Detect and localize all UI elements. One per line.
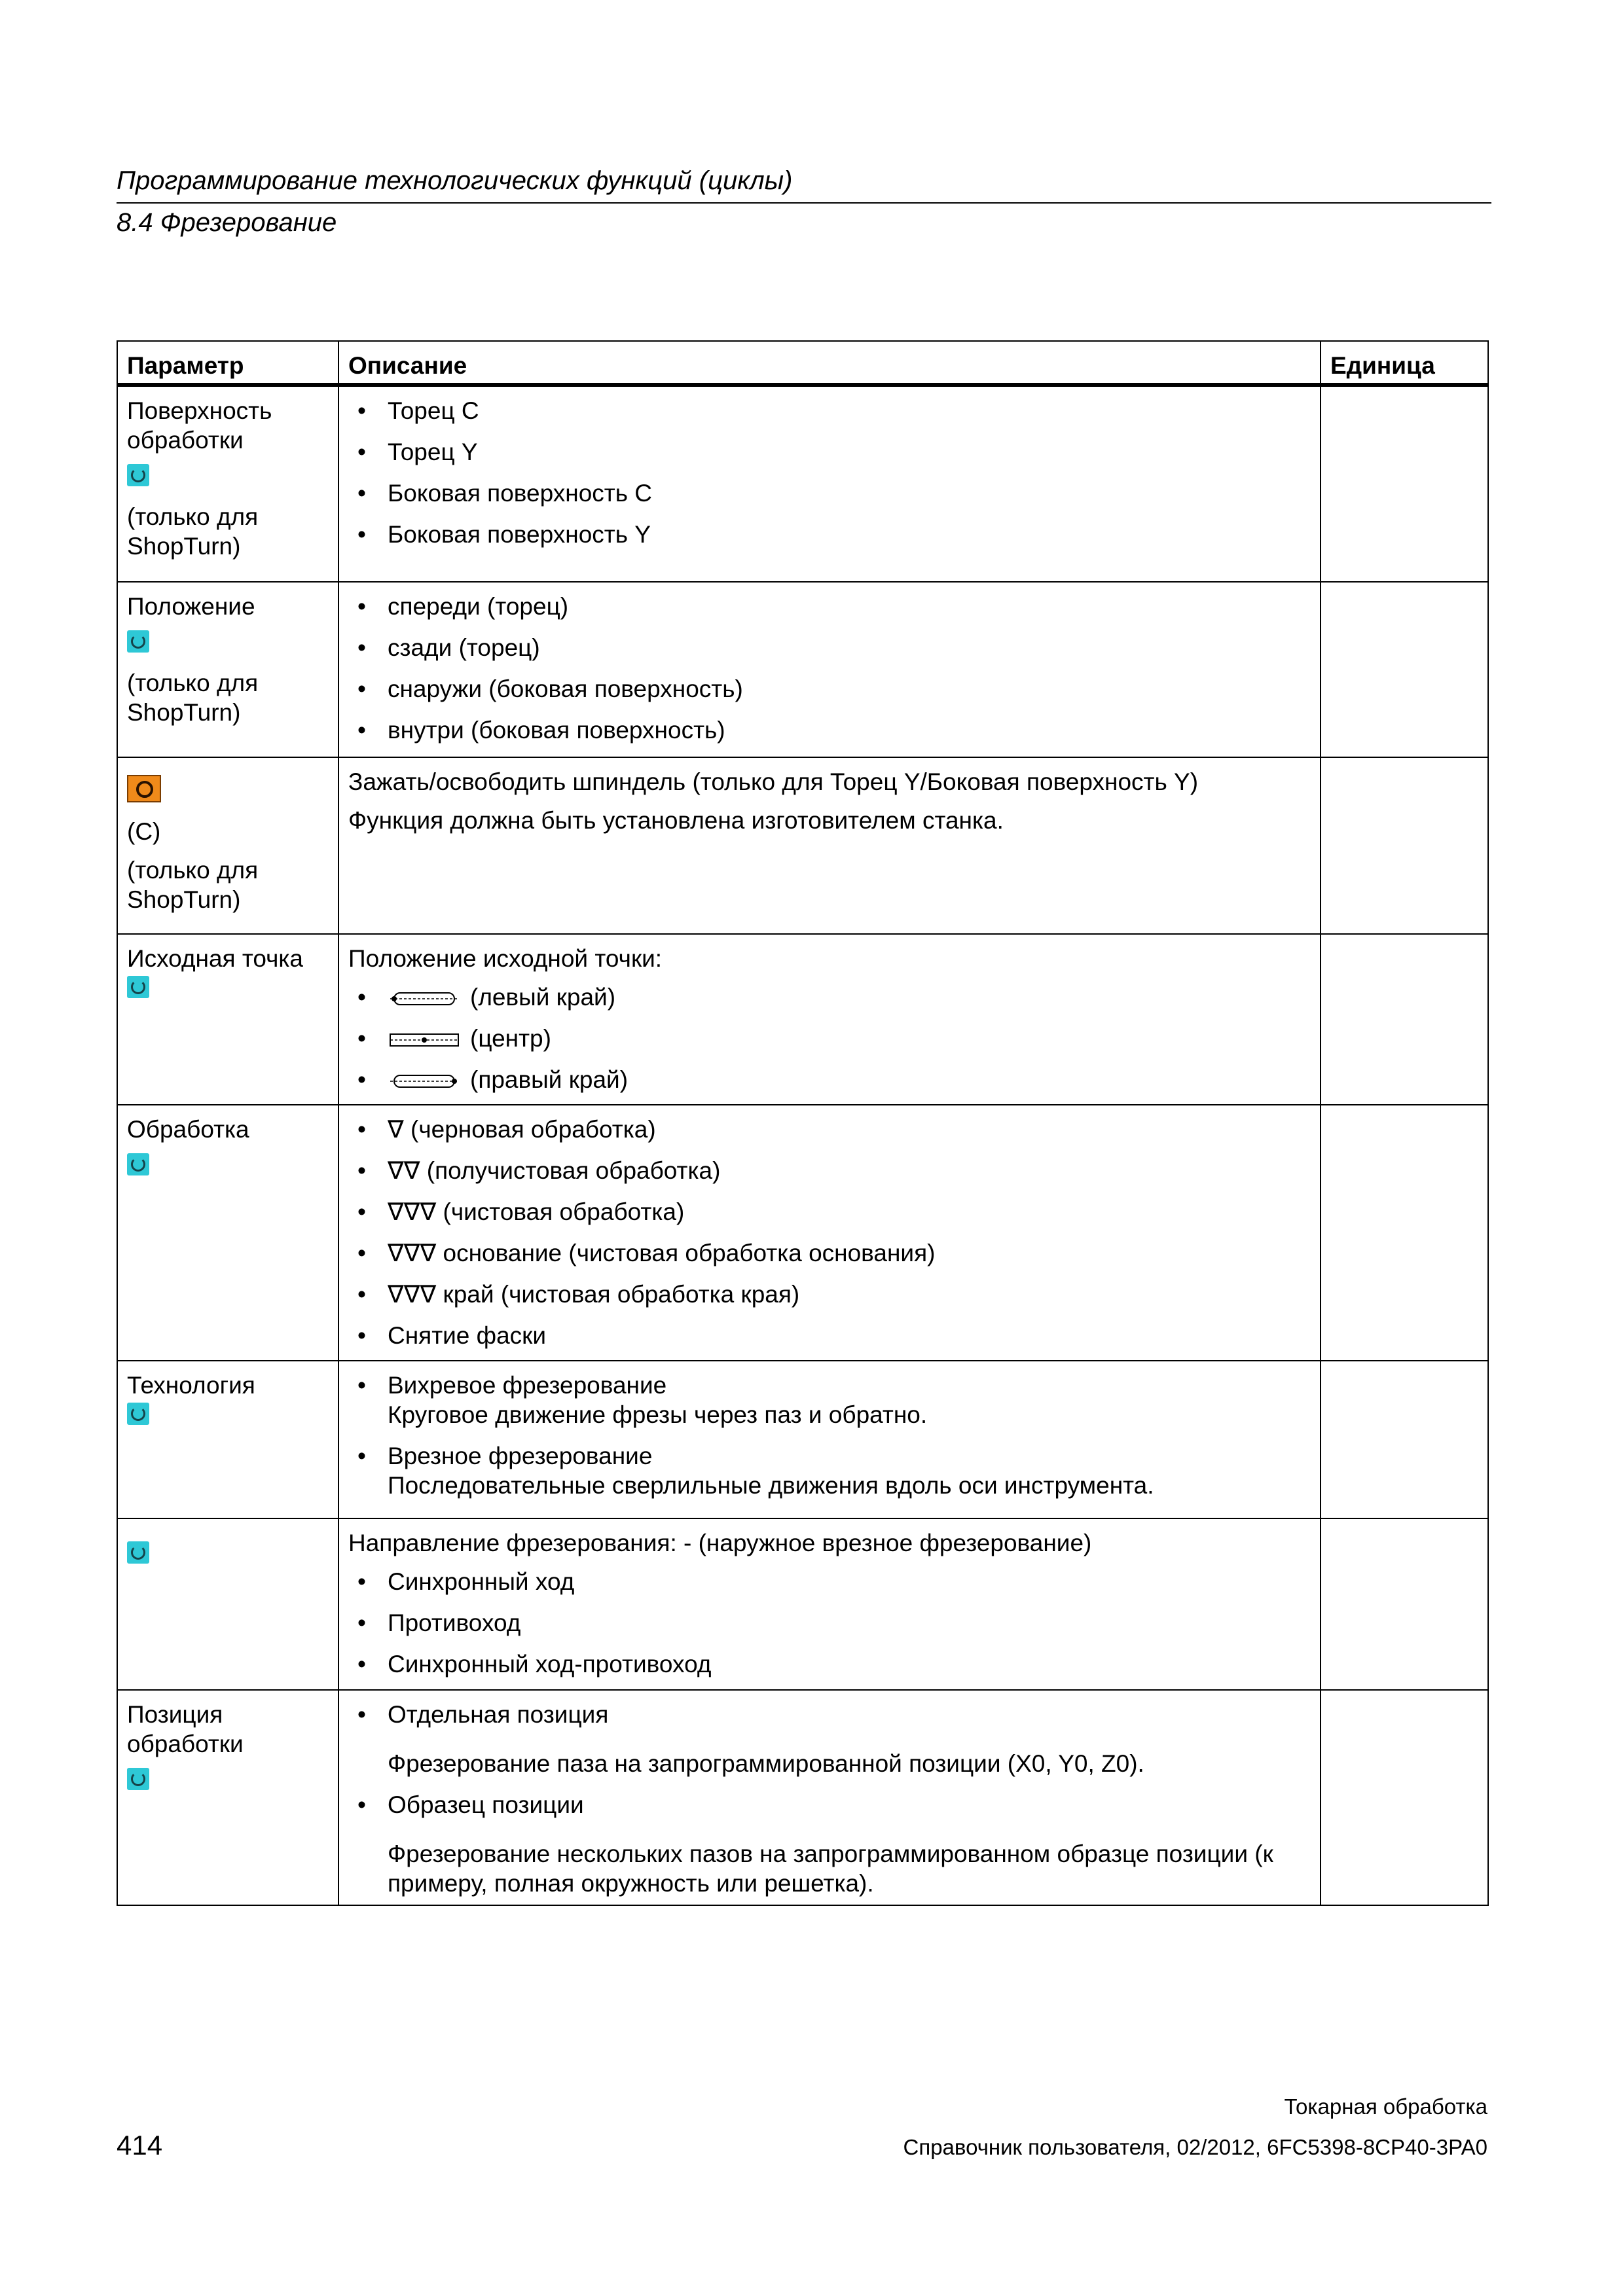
list-item-label: Врезное фрезерование [388,1443,653,1469]
list-item: • Синхронный ход [348,1567,1311,1596]
list-item-label: Образец позиции [388,1791,584,1818]
unit-cell [1321,385,1488,582]
param-note: (только для ShopTurn) [127,670,259,726]
table-row [117,1105,1488,1361]
list-item-label: (правый край) [470,1066,629,1093]
description-intro: Положение исходной точки: [348,945,663,972]
select-toggle-icon[interactable] [127,464,149,486]
select-toggle-icon[interactable] [127,1403,149,1425]
unit-cell [1321,934,1488,1105]
list-item-label: Отдельная позиция [388,1701,609,1728]
list-item [348,1065,1311,1094]
select-toggle-icon[interactable] [127,1768,149,1790]
header-rule [117,202,1491,204]
list-item: • Торец C [348,396,1311,425]
select-toggle-icon[interactable] [127,1153,149,1175]
list-item-detail: Круговое движение фрезы через паз и обратно. [388,1401,928,1428]
list-item: • ∇∇∇ край (чистовая обработка края) [348,1280,1311,1309]
table-header-row [117,341,1488,385]
param-name: Технология [127,1372,255,1399]
list-item-detail: Фрезерование нескольких пазов на запрограммированном образце позиции (к примеру, полная окружность или решетка). [388,1840,1273,1897]
list-item: • Противоход [348,1608,1311,1638]
list-item: • Снятие фаски [348,1321,1311,1350]
unit-cell [1321,582,1488,757]
column-header-parameter: Параметр [117,341,338,385]
option-list [348,1567,1311,1679]
list-item: • Боковая поверхность C [348,478,1311,508]
option-list [348,1700,1311,1898]
list-item: • ∇∇ (получистовая обработка) [348,1156,1311,1185]
option-list [348,592,1311,745]
running-header-title: Программирование технологических функций (циклы) [117,166,793,195]
option-list [348,1371,1311,1500]
description-intro: Направление фрезерования: - (наружное врезное фрезерование) [348,1530,1092,1556]
unit-cell [1321,1518,1488,1690]
footer-document: Справочник пользователя, 02/2012, 6FC5398-8CP40-3PA0 [903,2135,1487,2159]
list-item-detail: Последовательные сверлильные движения вдоль оси инструмента. [388,1472,1154,1499]
unit-cell [1321,757,1488,934]
list-item: • снаружи (боковая поверхность) [348,674,1311,704]
option-list [348,1115,1311,1350]
footer-product: Токарная обработка [1284,2094,1487,2119]
spindle-clamp-icon[interactable] [127,775,161,802]
list-item: • ∇ (черновая обработка) [348,1115,1311,1144]
slot-right-edge-icon [388,1071,461,1091]
list-item [348,1024,1311,1053]
list-item: • внутри (боковая поверхность) [348,715,1311,745]
unit-cell [1321,1105,1488,1361]
list-item [348,982,1311,1012]
list-item [348,1790,1311,1898]
option-list [348,982,1311,1094]
unit-cell [1321,1361,1488,1518]
slot-center-icon [388,1030,461,1050]
table-row [117,1690,1488,1905]
slot-left-edge-icon [388,989,461,1009]
list-item [348,1700,1311,1778]
running-header-section: 8.4 Фрезерование [117,208,337,237]
param-name: Позиция обработки [127,1701,244,1757]
table-row [117,1518,1488,1690]
select-toggle-icon[interactable] [127,976,149,998]
table-row [117,582,1488,757]
param-name: Обработка [127,1116,249,1143]
list-item: • Боковая поверхность Y [348,520,1311,549]
list-item-label: Вихревое фрезерование [388,1372,667,1399]
select-toggle-icon[interactable] [127,630,149,653]
table-row [117,934,1488,1105]
param-name: Поверхность обработки [127,397,272,454]
parameter-table [117,340,1489,1906]
table-row [117,757,1488,934]
param-name: Положение [127,593,255,620]
unit-cell [1321,1690,1488,1905]
description-line: Функция должна быть установлена изготовителем станка. [348,807,1004,834]
list-item: • Торец Y [348,437,1311,467]
table-row [117,385,1488,582]
list-item-label: (левый край) [470,984,616,1011]
param-name: Исходная точка [127,945,304,972]
list-item-detail: Фрезерование паза на запрограммированной позиции (X0, Y0, Z0). [388,1750,1144,1777]
list-item: • спереди (торец) [348,592,1311,621]
list-item-label: (центр) [470,1025,551,1052]
list-item: • сзади (торец) [348,633,1311,662]
param-note: (только для ShopTurn) [127,503,259,560]
list-item: • ∇∇∇ основание (чистовая обработка основания) [348,1238,1311,1268]
param-note: (только для ShopTurn) [127,857,259,913]
list-item: • ∇∇∇ (чистовая обработка) [348,1197,1311,1227]
param-symbol: (C) [127,818,161,845]
table-row [117,1361,1488,1518]
column-header-description: Описание [338,341,1321,385]
page-number: 414 [117,2130,163,2161]
select-toggle-icon[interactable] [127,1541,149,1564]
list-item [348,1441,1311,1500]
description-line: Зажать/освободить шпиндель (только для Торец Y/Боковая поверхность Y) [348,768,1199,795]
option-list [348,396,1311,549]
list-item: • Синхронный ход-противоход [348,1649,1311,1679]
list-item [348,1371,1311,1429]
column-header-unit: Единица [1321,341,1488,385]
